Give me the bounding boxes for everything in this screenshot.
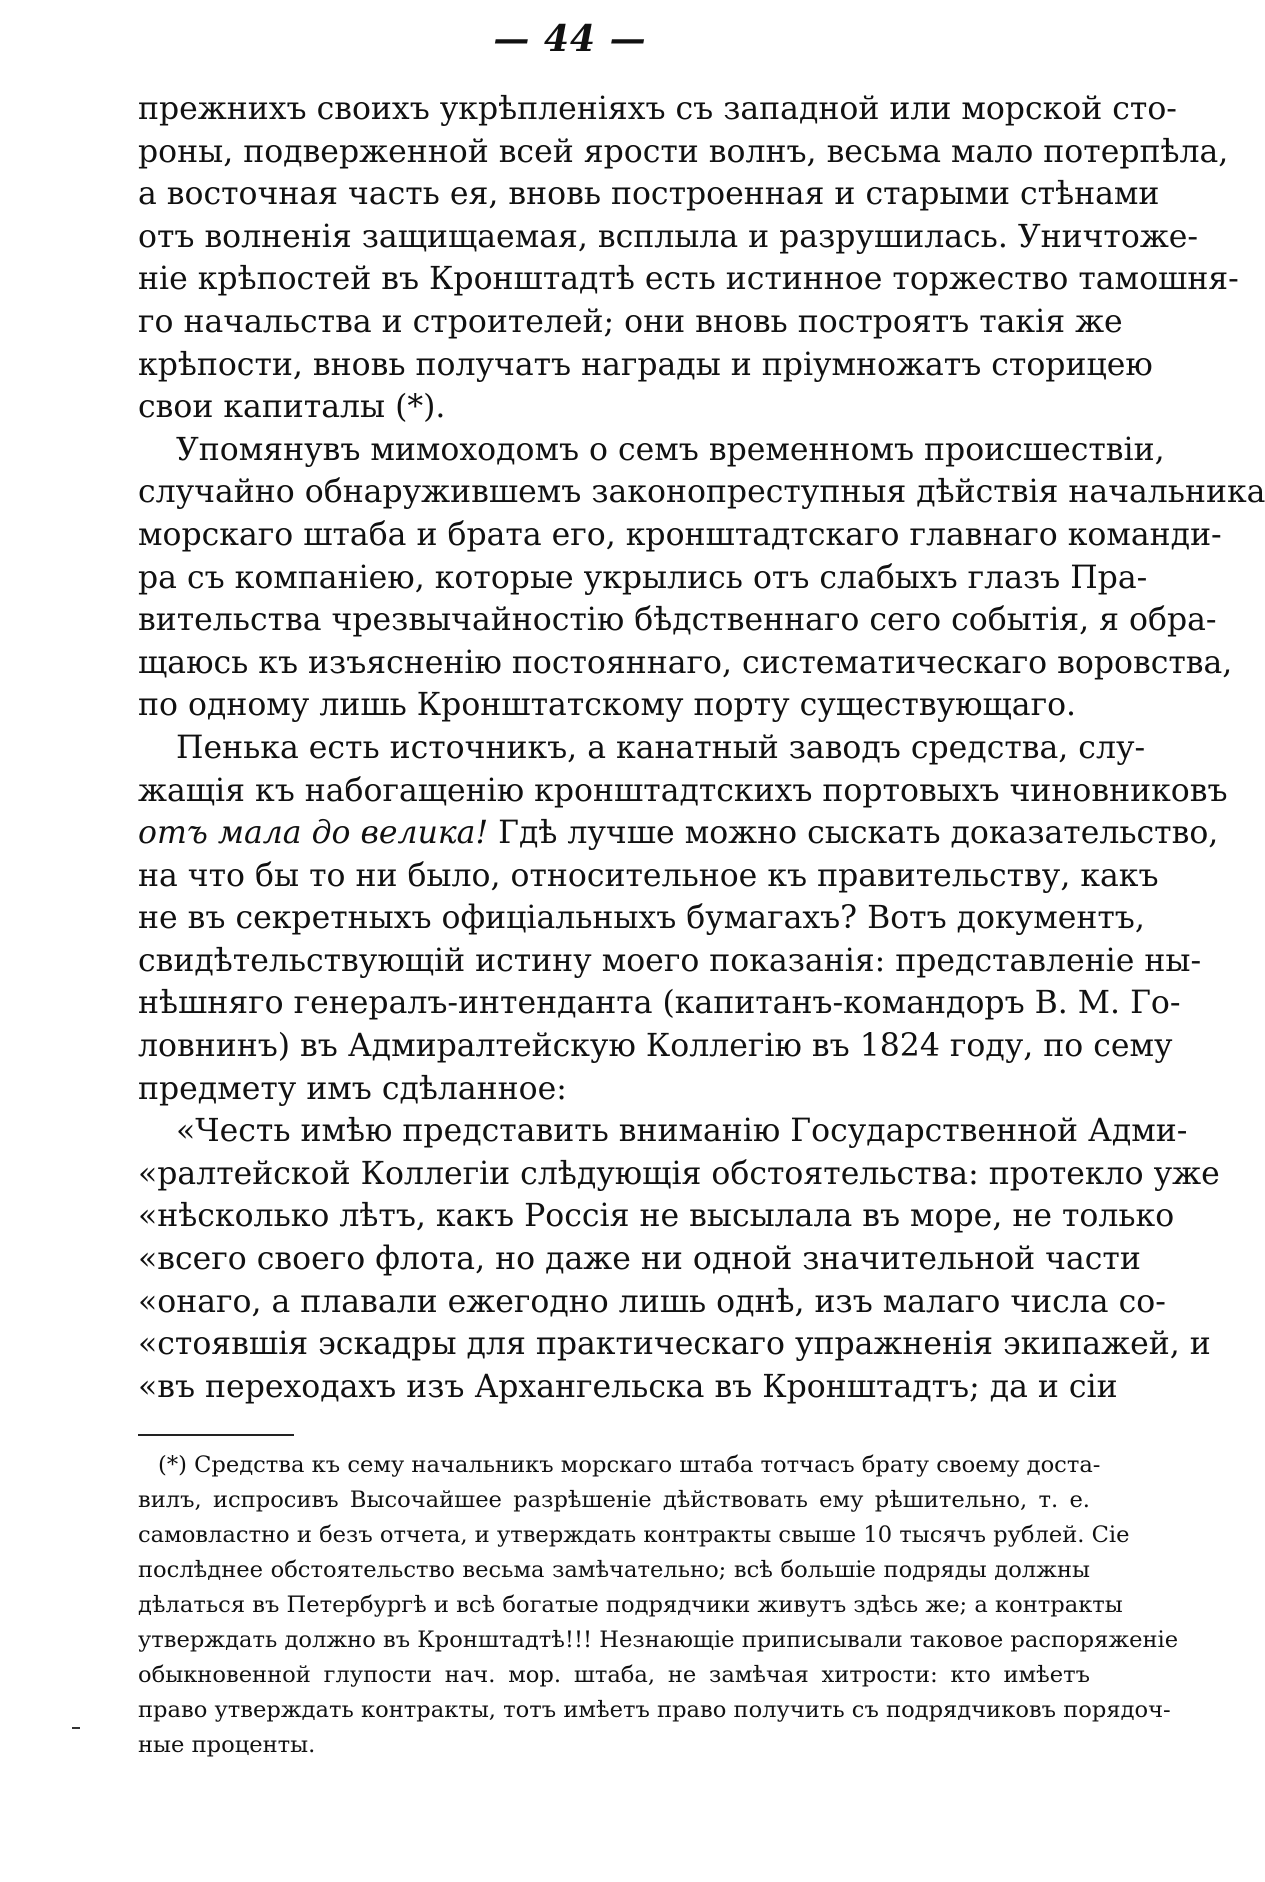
quote-line: «Честь имѣю представить вниманію Государственной Адми- [176, 1113, 1188, 1150]
text-line: ніе крѣпостей въ Кронштадтѣ есть истинное торжество тамошня- [138, 261, 1239, 298]
text-line: крѣпости, вновь получатъ награды и пріумножатъ сторицею [138, 346, 1153, 383]
footnote-line: ные проценты. [138, 1732, 316, 1758]
text-line: го начальства и строителей; они вновь построятъ такія же [138, 303, 1123, 340]
text-line: на что бы то ни было, относительное къ правительству, какъ [138, 857, 1159, 894]
quote-line: «стоявшія эскадры для практическаго упражненія экипажей, и [138, 1326, 1211, 1363]
text-line: случайно обнаружившемъ законопреступныя дѣйствія начальника [138, 474, 1265, 511]
quote-line: «онаго, а плавали ежегодно лишь однѣ, изъ малаго числа со- [138, 1283, 1166, 1320]
text-line: ра съ компаніею, которые укрылись отъ слабыхъ глазъ Пра- [138, 559, 1148, 596]
footnote-line: самовластно и безъ отчета, и утверждать контракты свыше 10 тысячъ рублей. Сіе [138, 1522, 1130, 1548]
text-line: нѣшняго генералъ-интенданта (капитанъ-командоръ В. М. Го- [138, 985, 1181, 1022]
footnote-line: обыкновенной глупости нач. мор. штаба, не замѣчая хитрости: кто имѣетъ [138, 1662, 1090, 1688]
text-line: отъ волненія защищаемая, всплыла и разрушилась. Уничтоже- [138, 218, 1199, 255]
footnote-line: право утверждать контракты, тотъ имѣетъ право получить съ подрядчиковъ порядоч- [138, 1697, 1171, 1723]
footnote-line: послѣднее обстоятельство весьма замѣчательно; всѣ большіе подряды должны [138, 1557, 1090, 1583]
text-line: прежнихъ своихъ укрѣпленіяхъ съ западной или морской сто- [138, 91, 1177, 127]
text-line-with-italic: отъ мала до велика! Гдѣ лучше можно сыскать доказательство, [138, 815, 1219, 852]
text-line: жащія къ набогащенію кронштадтскихъ портовыхъ чиновниковъ [138, 772, 1228, 809]
text-line: предмету имъ сдѣланное: [138, 1070, 567, 1107]
footnote-line: вилъ, испросивъ Высочайшее разрѣшеніе дѣйствовать ему рѣшительно, т. е. [138, 1487, 1090, 1513]
text-line: вительства чрезвычайностію бѣдственнаго сего событія, я обра- [138, 602, 1217, 639]
text-line: свои капиталы (*). [138, 389, 446, 426]
text-line: морскаго штаба и брата его, кронштадтскаго главнаго команди- [138, 516, 1222, 553]
quote-line: «ралтейской Коллегіи слѣдующія обстоятельства: протекло уже [138, 1155, 1220, 1192]
text-line: роны, подверженной всей ярости волнъ, весьма мало потерпѣла, [138, 133, 1229, 170]
text-line: щаюсь къ изъясненію постояннаго, систематическаго воровства, [138, 644, 1233, 681]
quote-line: «всего своего флота, но даже ни одной значительной части [138, 1241, 1141, 1278]
body-text [138, 88, 1265, 1408]
footnote-divider [138, 1434, 294, 1436]
text-line: а восточная часть ея, вновь построенная и старыми стѣнами [138, 176, 1160, 213]
footnote [138, 1448, 1179, 1763]
footnote-line: (*) Средства къ сему начальникъ морскаго штаба тотчасъ брату своему доста- [158, 1452, 1101, 1478]
italic-phrase: отъ мала до велика! [138, 815, 489, 852]
footnote-line: утверждать должно въ Кронштадтѣ!!! Незнающіе приписывали таковое распоряженіе [138, 1627, 1179, 1653]
page-number: — 44 — [493, 18, 647, 60]
text-line: по одному лишь Кронштатскому порту существующаго. [138, 687, 1077, 724]
text-line: Упомянувъ мимоходомъ о семъ временномъ происшествіи, [176, 431, 1165, 468]
quote-line: «въ переходахъ изъ Архангельска въ Кронштадтъ; да и сіи [138, 1368, 1118, 1405]
margin-mark [72, 1727, 80, 1729]
text-line: не въ секретныхъ офиціальныхъ бумагахъ? Вотъ документъ, [138, 900, 1145, 937]
text-line: ловнинъ) въ Адмиралтейскую Коллегію въ 1824 году, по сему [138, 1028, 1173, 1065]
footnote-line: дѣлаться въ Петербургѣ и всѣ богатые подрядчики живутъ здѣсь же; а контракты [138, 1592, 1123, 1618]
text-line: свидѣтельствующій истину моего показанія: представленіе ны- [138, 942, 1202, 979]
quote-line: «нѣсколько лѣтъ, какъ Россія не высылала въ море, не только [138, 1198, 1175, 1235]
text-line: Пенька есть источникъ, а канатный заводъ средства, слу- [176, 729, 1146, 766]
